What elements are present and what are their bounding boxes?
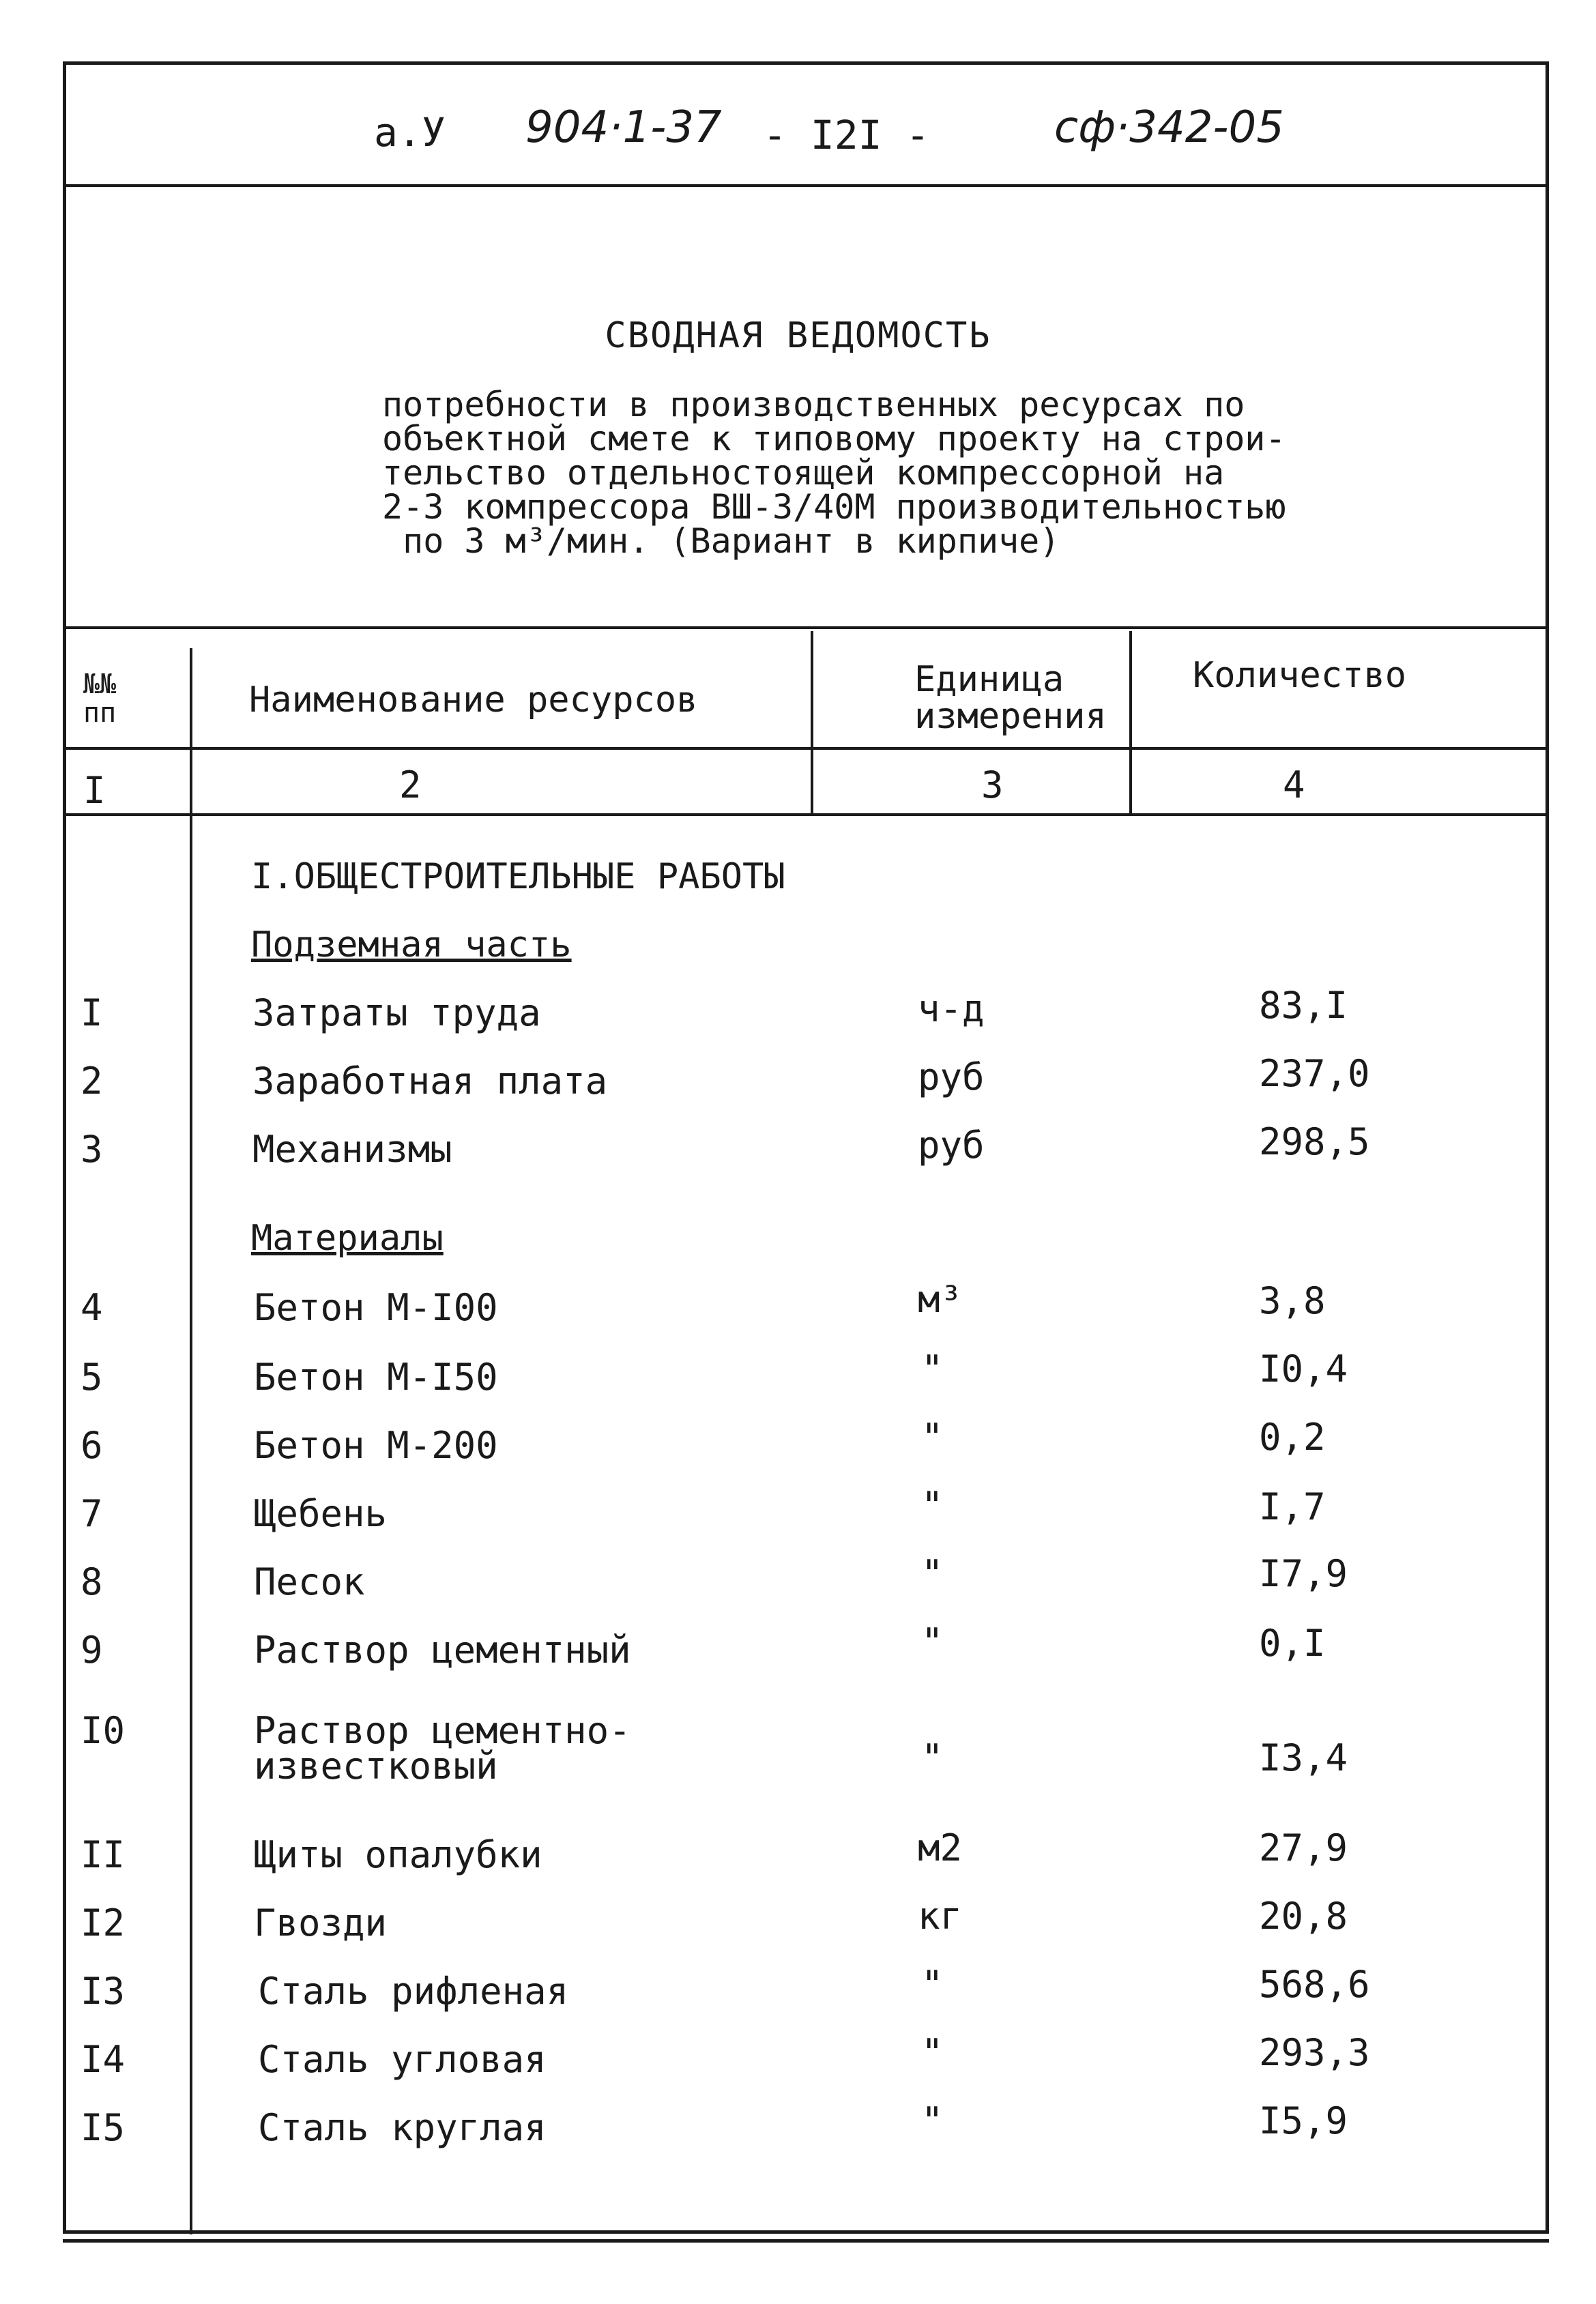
row-qty: 3,8 xyxy=(1259,1279,1326,1322)
row-unit: руб xyxy=(918,1124,985,1167)
header-unit-1: Единица xyxy=(914,659,1064,700)
row-unit: кг xyxy=(918,1895,963,1938)
row-num: I xyxy=(81,991,103,1034)
row-unit: м2 xyxy=(918,1826,963,1869)
row-qty: 20,8 xyxy=(1259,1895,1348,1938)
row-name: Раствор цементно- xyxy=(254,1709,631,1752)
subsection-title: Подземная часть xyxy=(251,924,572,965)
row-unit: " xyxy=(921,1416,944,1459)
row-qty: 237,0 xyxy=(1259,1052,1370,1095)
subtitle-line: по 3 м³/мин. (Вариант в кирпиче) xyxy=(382,521,1060,561)
row-name: Механизмы xyxy=(252,1128,452,1171)
section-title: I.ОБЩЕСТРОИТЕЛЬНЫЕ РАБОТЫ xyxy=(251,856,785,897)
row-unit: " xyxy=(921,1347,944,1390)
row-num: I3 xyxy=(81,1970,126,2013)
row-unit: " xyxy=(921,1552,944,1595)
subtitle-line: потребности в производственных ресурсах по xyxy=(382,385,1245,424)
row-qty: 293,3 xyxy=(1259,2031,1370,2074)
col-divider-unit xyxy=(1129,631,1132,815)
row-name: Щебень xyxy=(254,1492,388,1535)
header-num-1: №№ xyxy=(83,669,117,700)
row-unit: ч-д xyxy=(918,987,985,1030)
row-unit: " xyxy=(921,1736,944,1779)
row-name: Бетон М-I50 xyxy=(254,1356,498,1399)
row-name: Гвозди xyxy=(254,1901,388,1944)
subtitle-line: объектной смете к типовому проекту на строи- xyxy=(382,419,1286,458)
table-header-rule xyxy=(63,747,1549,750)
header-qty: Количество xyxy=(1193,655,1407,696)
row-name: Сталь угловая xyxy=(258,2038,547,2081)
row-num: 6 xyxy=(81,1424,103,1467)
row-name: Сталь рифленая xyxy=(258,1970,569,2013)
row-unit: " xyxy=(921,1963,944,2006)
row-num: II xyxy=(81,1833,126,1876)
document-title: СВОДНАЯ ВЕДОМОСТЬ xyxy=(605,315,991,356)
row-qty: I5,9 xyxy=(1259,2099,1348,2142)
row-name: Щиты опалубки xyxy=(254,1833,542,1876)
row-unit: руб xyxy=(918,1055,985,1098)
row-num: 7 xyxy=(81,1492,103,1535)
subsection-title: Материалы xyxy=(251,1218,444,1259)
row-qty: 83,I xyxy=(1259,984,1348,1027)
subtitle-line: тельство отдельностоящей компрессорной на xyxy=(382,453,1225,493)
row-name-continued: известковый xyxy=(254,1745,498,1788)
col-number: 3 xyxy=(981,763,1004,806)
row-name: Раствор цементный xyxy=(254,1629,631,1672)
row-qty: 0,2 xyxy=(1259,1416,1326,1459)
row-num: 9 xyxy=(81,1629,103,1672)
row-qty: 298,5 xyxy=(1259,1120,1370,1163)
row-name: Затраты труда xyxy=(252,991,541,1034)
row-unit: " xyxy=(921,2031,944,2074)
table-colnum-rule xyxy=(63,813,1549,816)
row-qty: 27,9 xyxy=(1259,1826,1348,1869)
row-unit: " xyxy=(921,2099,944,2142)
row-num: 4 xyxy=(81,1286,103,1329)
header-name: Наименование ресурсов xyxy=(249,680,698,720)
row-num: 3 xyxy=(81,1128,103,1171)
col-divider-name xyxy=(811,631,813,815)
row-num: I2 xyxy=(81,1901,126,1944)
header-num-2: пп xyxy=(83,697,117,729)
subtitle-line: 2-3 компрессора ВШ-3/40М производительностью xyxy=(382,487,1286,527)
row-name: Сталь круглая xyxy=(258,2106,547,2149)
header-prefix: а.У xyxy=(374,109,446,156)
col-number: 4 xyxy=(1283,763,1305,806)
row-num: I5 xyxy=(81,2106,126,2149)
row-num: 8 xyxy=(81,1560,103,1603)
col-divider-num xyxy=(190,648,192,2234)
row-qty: I,7 xyxy=(1259,1485,1326,1528)
row-name: Песок xyxy=(254,1560,365,1603)
row-name: Бетон М-I00 xyxy=(254,1286,498,1329)
table-top-rule xyxy=(63,626,1549,629)
row-qty: I3,4 xyxy=(1259,1736,1348,1779)
row-num: I0 xyxy=(81,1709,126,1752)
row-unit: " xyxy=(921,1484,944,1527)
row-num: 2 xyxy=(81,1060,103,1103)
header-divider xyxy=(63,184,1549,187)
row-qty: 568,6 xyxy=(1259,1963,1370,2006)
row-qty: I7,9 xyxy=(1259,1552,1348,1595)
col-number: 2 xyxy=(399,763,422,806)
header-code: сф·342-05 xyxy=(1054,102,1284,153)
col-number: I xyxy=(83,769,106,812)
row-name: Бетон М-200 xyxy=(254,1424,498,1467)
header-unit-2: измерения xyxy=(914,696,1107,737)
row-qty: 0,I xyxy=(1259,1622,1326,1665)
row-num: I4 xyxy=(81,2038,126,2081)
header-page-number: - I2I - xyxy=(763,112,930,158)
row-num: 5 xyxy=(81,1356,103,1399)
row-unit: " xyxy=(921,1620,944,1663)
header-doc-number: 904·1-37 xyxy=(525,102,722,153)
row-name: Заработная плата xyxy=(252,1060,608,1103)
row-qty: I0,4 xyxy=(1259,1347,1348,1390)
row-unit: м³ xyxy=(918,1278,963,1321)
document-subtitle xyxy=(382,385,1286,561)
bottom-rule xyxy=(63,2239,1549,2243)
